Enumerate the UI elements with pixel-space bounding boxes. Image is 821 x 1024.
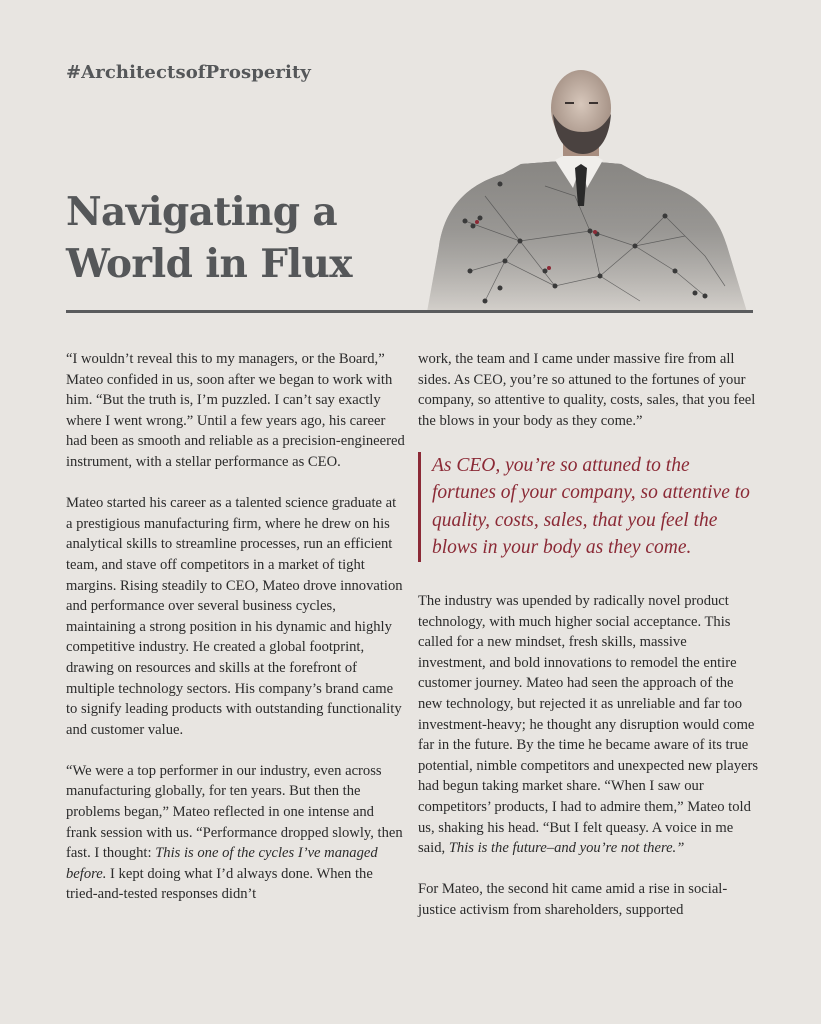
paragraph-text: “We were a top performer in our industry, even across manufacturing globally, for ten years. But then the problems began,” Mateo reflected in one intense and frank session with us. “Performance dropped slowly, then fast. I thought: [66,762,403,862]
header-rule [66,310,753,313]
paragraph-italic: This is one of the cycles I’ve managed before. [66,845,378,882]
hashtag: #ArchitectsofProsperity [66,62,311,83]
paragraph-text: I kept doing what I’d always done. When the tried-and-tested responses didn’t [66,865,373,903]
pull-quote: As CEO, you’re so attuned to the fortunes of your company, so attentive to quality, costs, sales, that you feel the blows in your body as they come. [418,452,758,562]
title-line-2: World in Flux [66,241,352,287]
paragraph-italic: This is the future–and you’re not there.” [448,840,685,857]
paragraph [418,591,758,859]
paragraph: “I wouldn’t reveal this to my managers, or the Board,” Mateo confided in us, soon after we began to work with him. “But the truth is, I’m puzzled. I can’t say exactly where I went wrong.” Until a few years ago, his career had been as smooth and reliable as a precision-engineered instrument, with a stellar performance as CEO. [66,351,405,470]
left-column [66,349,406,926]
ceo-portrait-photo [425,56,755,312]
paragraph: For Mateo, the second hit came amid a rise in social-justice activism from shareholders, supported [418,881,728,918]
title-line-1: Navigating a [66,189,338,235]
paragraph [66,761,406,905]
paragraph-text: The industry was upended by radically novel product technology, with much higher social acceptance. This called for a new mindset, fresh skills, massive investment, and bold innovations to remodel the entire customer journey. Mateo had seen the approach of the new technology, but rejected it as unreliable and far too investment-heavy; he thought any disruption would come far in the future. By the time he became aware of its true potential, nimble competitors and unexpected new players had begun taking market share. “When I saw our competitors’ products, I had to admire them,” Mateo told us, shaking his head. “But I felt queasy. A voice in me said, [418,592,759,857]
paragraph: work, the team and I came under massive fire from all sides. As CEO, you’re so attuned to the fortunes of your company, so attentive to quality, costs, sales, that you feel the blows in your body as they come.” [418,351,756,429]
right-column [418,349,758,941]
page-title [66,186,352,290]
paragraph: Mateo started his career as a talented science graduate at a prestigious manufacturing firm, where he drew on his analytical skills to streamline processes, run an efficient team, and stave off competitors in a market of tight margins. Rising steadily to CEO, Mateo drove innovation and performance over several business cycles, maintaining a strong position in his dynamic and highly competitive industry. He created a global footprint, drawing on resources and skills at the forefront of multiple technology sectors. His company’s brand came to signify leading products with outstanding functionality and customer value. [66,495,403,738]
